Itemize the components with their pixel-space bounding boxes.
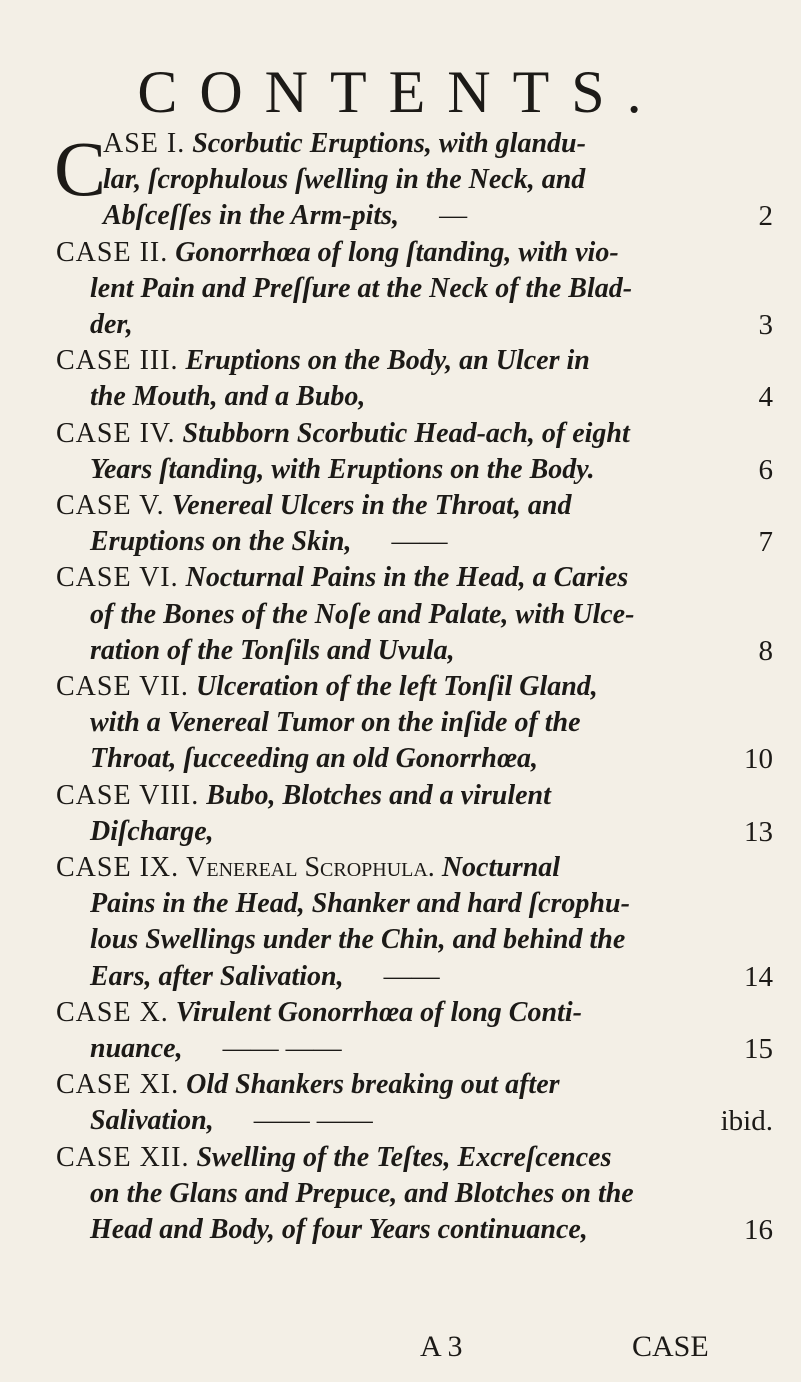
contents-line [90, 924, 625, 956]
case-title-text: Ears, after Salivation, [90, 960, 344, 992]
leader-dash: — [439, 200, 468, 232]
contents-line [56, 852, 560, 884]
case-title-text: Venereal Ulcers in the Throat, and [171, 490, 572, 521]
case-title-text: with a Venereal Tumor on the inſide of the [90, 707, 581, 739]
case-number: CASE V. [56, 490, 165, 521]
case-title-text: Virulent Gonorrhœa of long Conti- [175, 996, 582, 1028]
contents-line [56, 237, 619, 269]
case-number: CASE X. [56, 996, 169, 1028]
case-title-text: Ulceration of the left Tonſil Gland, [195, 671, 598, 702]
contents-line [56, 1142, 611, 1174]
case-title-text: Pains in the Head, Shanker and hard ſcrophu- [90, 888, 630, 920]
case-title-text: on the Glans and Prepuce, and Blotches on the [90, 1177, 634, 1209]
contents-line [90, 526, 447, 558]
case-title-text: of the Bones of the Noſe and Palate, with Ulce- [90, 598, 635, 630]
signature-mark: A 3 [420, 1330, 463, 1363]
contents-line [90, 1178, 634, 1210]
contents-line [90, 454, 595, 486]
contents-line [90, 635, 455, 667]
case-title-text: Gonorrhœa of long ſtanding, with vio- [175, 236, 619, 268]
contents-line [90, 599, 634, 631]
contents-line [90, 273, 632, 305]
case-title-text: Nocturnal Pains in the Head, a Caries [185, 562, 629, 594]
case-subtitle: Venereal Scrophula. [186, 852, 435, 883]
page-number: 6 [758, 453, 773, 486]
page-number: ibid. [720, 1105, 773, 1138]
contents-line [90, 1033, 342, 1065]
contents-line [103, 200, 467, 232]
leader-dash: —— —— [253, 1105, 373, 1137]
contents-line [56, 997, 582, 1029]
case-title-text: Stubborn Scorbutic Head-ach, of eight [182, 417, 630, 449]
contents-line [103, 128, 586, 160]
contents-line [90, 816, 214, 848]
case-title-text: nuance, [90, 1033, 183, 1064]
case-number: ASE I. [103, 128, 186, 159]
leader-dash: —— [383, 960, 440, 992]
contents-line [90, 888, 630, 920]
case-number: CASE III. [56, 345, 179, 377]
case-title-text: Diſcharge, [90, 815, 214, 847]
page-number: 14 [744, 960, 773, 993]
case-title-text: Old Shankers breaking out after [186, 1069, 560, 1101]
case-title-text: Years ſtanding, with Eruptions on the Body. [90, 453, 595, 485]
case-number: CASE VIII. [56, 779, 200, 811]
page-number: 16 [744, 1214, 773, 1246]
catchword: CASE [632, 1330, 709, 1363]
contents-line [56, 418, 630, 450]
case-number: CASE XII. [56, 1141, 190, 1173]
contents-line [90, 381, 365, 413]
contents-line [90, 1214, 588, 1246]
case-number: CASE VI. [56, 562, 179, 594]
case-title-text: lent Pain and Preſſure at the Neck of the Blad- [90, 272, 633, 304]
case-title-text: Head and Body, of four Years continuance, [90, 1214, 588, 1245]
page-number: 3 [758, 309, 773, 341]
case-title-text: Scorbutic Eruptions, with glandu- [192, 128, 586, 159]
case-number: CASE VII. [56, 671, 189, 702]
page-number: 2 [758, 200, 773, 233]
contents-line [103, 164, 585, 196]
contents-line [90, 743, 538, 775]
contents-line [90, 1105, 373, 1137]
contents-line [56, 562, 628, 594]
case-number: CASE IX. [56, 852, 180, 883]
case-number: CASE II. [56, 236, 169, 268]
page-number: 8 [758, 634, 773, 667]
contents-line [56, 345, 590, 377]
contents-line [56, 490, 572, 522]
page-heading: CONTENTS. [137, 59, 664, 125]
case-number: CASE XI. [56, 1069, 180, 1101]
case-title-text: lar, ſcrophulous ſwelling in the Neck, and [103, 164, 586, 196]
contents-line [90, 961, 440, 993]
leader-dash: —— —— [222, 1033, 342, 1064]
case-title-text: Nocturnal [441, 852, 561, 883]
contents-line [56, 780, 551, 812]
case-title-text: Swelling of the Teſtes, Excreſcences [196, 1141, 612, 1173]
page-number: 7 [758, 526, 773, 559]
page-number: 10 [744, 743, 773, 776]
leader-dash: —— [391, 526, 448, 558]
page-number: 15 [744, 1033, 773, 1065]
case-title-text: the Mouth, and a Bubo, [90, 381, 366, 413]
case-title-text: der, [90, 309, 133, 340]
case-title-text: Bubo, Blotches and a virulent [206, 779, 551, 811]
contents-line [56, 671, 598, 703]
case-title-text: ration of the Tonſils and Uvula, [90, 634, 455, 666]
page-number: 4 [758, 381, 773, 414]
case-title-text: Salivation, [90, 1105, 214, 1137]
case-title-text: Eruptions on the Body, an Ulcer in [185, 345, 590, 377]
contents-line [56, 1069, 560, 1101]
case-number: CASE IV. [56, 417, 176, 449]
case-title-text: Throat, ſucceeding an old Gonorrhœa, [90, 743, 539, 775]
case-title-text: lous Swellings under the Chin, and behind the [90, 924, 626, 956]
drop-cap: C [54, 125, 107, 212]
contents-line [90, 707, 581, 739]
contents-line [90, 309, 133, 341]
case-title-text: Eruptions on the Skin, [90, 526, 352, 558]
page-number: 13 [744, 815, 773, 848]
case-title-text: Abſceſſes in the Arm-pits, [103, 200, 400, 232]
